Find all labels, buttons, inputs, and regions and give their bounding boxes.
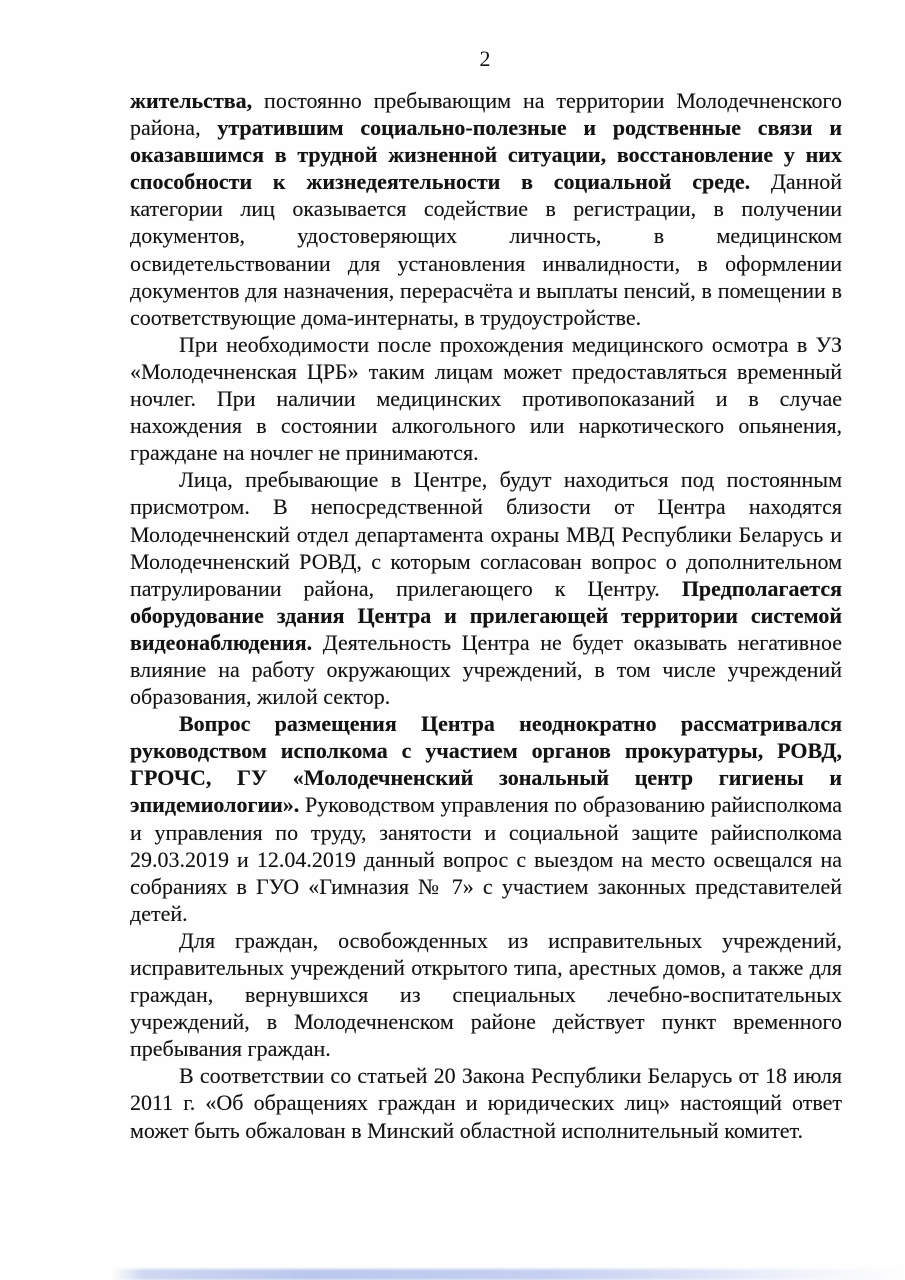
bold-text-run: Предполагается оборудование здания Центра и прилегающей территории системой видеонаблюдения. xyxy=(130,575,842,655)
page-number: 2 xyxy=(479,46,491,71)
text-run: При необходимости после прохождения медицинского осмотра в УЗ «Молодечненская ЦРБ» таким лицам может предоставляться временный ночлег. При наличии медицинских противопоказаний и в случае нахождения в состоянии алкогольного или наркотического опьянения, граждане на ночлег не принимаются. xyxy=(130,331,842,466)
text-run: Данной категории лиц оказывается содействие в регистрации, в получении документов, удостоверяющих личность, в медицинском освидетельствовании для установления инвалидности, в оформлении документов для назначения, перерасчёта и выплаты пенсий, в помещении в соответствующие дома-интернаты, в трудоустройстве. xyxy=(130,169,843,330)
paragraph xyxy=(130,1062,842,1143)
text-run: Руководством управления по образованию райисполкома и управления по труду, занятости и социальной защите райисполкома 29.03.2019 и 12.04.2019 данный вопрос с выездом на место освещался на собраниях в ГУО «Гимназия № 7» с участием законных представителей детей. xyxy=(130,792,842,926)
paragraph xyxy=(130,331,842,466)
paragraph xyxy=(130,710,842,927)
document-body xyxy=(130,87,842,1144)
text-run: В соответствии со статьей 20 Закона Республики Беларусь от 18 июля 2011 г. «Об обращениях граждан и юридических лиц» настоящий ответ может быть обжалован в Минский областной исполнительный комитет. xyxy=(130,1063,842,1143)
scan-artifact-stripe xyxy=(112,1269,905,1280)
text-run: Для граждан, освобожденных из исправительных учреждений, исправительных учреждений открытого типа, арестных домов, а также для граждан, вернувшихся из специальных лечебно-воспитательных учреждений, в Молодечненском районе действует пункт временного пребывания граждан. xyxy=(130,927,842,1062)
paragraph xyxy=(130,466,842,710)
paragraph xyxy=(130,927,842,1062)
bold-text-run: Вопрос размещения Центра неоднократно рассматривался руководством исполкома с участием органов прокуратуры, РОВД, ГРОЧС, ГУ «Молодечненский зональный центр гигиены и эпидемиологии». xyxy=(130,711,842,818)
text-run: Деятельность Центра не будет оказывать негативное влияние на работу окружающих учреждений, в том числе учреждений образования, жилой сектор. xyxy=(130,629,842,710)
text-run: постоянно пребывающим на территории Молодечненского района, xyxy=(130,88,842,141)
bold-text-run: жительства, xyxy=(130,88,253,113)
text-run: Лица, пребывающие в Центре, будут находиться под постоянным присмотром. В непосредственной близости от Центра находятся Молодечненский отдел департамента охраны МВД Республики Беларусь и Молодечненский РОВД, с которым согласован вопрос о дополнительном патрулировании района, прилегающего к Центру. xyxy=(130,467,842,601)
bold-text-run: утратившим социально-полезные и родственные связи и оказавшимся в трудной жизненной ситуации, восстановление у них способности к жизнедеятельности в социальной среде. xyxy=(130,115,842,195)
paragraph xyxy=(130,87,842,331)
